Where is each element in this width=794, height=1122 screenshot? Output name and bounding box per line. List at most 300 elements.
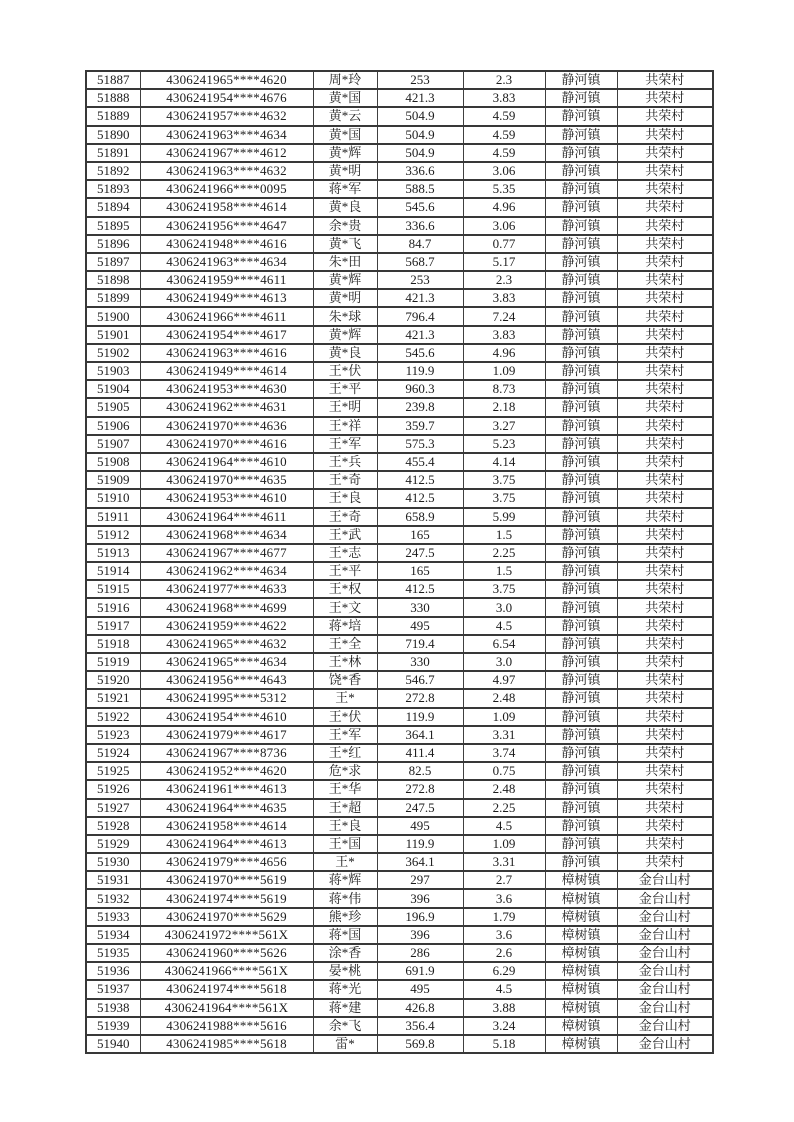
cell-person-name: 晏*桃: [313, 962, 377, 980]
cell-amount: 691.9: [377, 962, 463, 980]
cell-person-name: 王*: [313, 853, 377, 871]
cell-village: 共荣村: [617, 489, 713, 507]
cell-amount: 84.7: [377, 235, 463, 253]
cell-person-name: 蒋*伟: [313, 889, 377, 907]
cell-town: 樟树镇: [545, 1035, 617, 1053]
cell-person-name: 黄*辉: [313, 326, 377, 344]
cell-amount: 412.5: [377, 580, 463, 598]
cell-village: 共荣村: [617, 198, 713, 216]
cell-amount: 575.3: [377, 435, 463, 453]
cell-person-name: 黄*良: [313, 344, 377, 362]
cell-sequence-number: 51936: [86, 962, 140, 980]
cell-village: 金台山村: [617, 926, 713, 944]
cell-rate: 4.59: [463, 144, 545, 162]
cell-town: 静河镇: [545, 780, 617, 798]
cell-amount: 297: [377, 871, 463, 889]
table-row: [86, 107, 713, 125]
cell-village: 共荣村: [617, 235, 713, 253]
cell-town: 静河镇: [545, 580, 617, 598]
cell-id-number: 4306241974****5618: [140, 980, 313, 998]
cell-amount: 421.3: [377, 289, 463, 307]
cell-town: 静河镇: [545, 562, 617, 580]
cell-sequence-number: 51926: [86, 780, 140, 798]
cell-person-name: 王*国: [313, 835, 377, 853]
cell-id-number: 4306241954****4676: [140, 89, 313, 107]
cell-rate: 3.83: [463, 289, 545, 307]
cell-sequence-number: 51909: [86, 471, 140, 489]
cell-village: 共荣村: [617, 526, 713, 544]
cell-village: 共荣村: [617, 689, 713, 707]
cell-town: 静河镇: [545, 144, 617, 162]
cell-amount: 588.5: [377, 180, 463, 198]
cell-amount: 504.9: [377, 107, 463, 125]
cell-sequence-number: 51910: [86, 489, 140, 507]
cell-town: 静河镇: [545, 726, 617, 744]
cell-rate: 4.97: [463, 671, 545, 689]
cell-id-number: 4306241968****4699: [140, 598, 313, 616]
cell-id-number: 4306241979****4617: [140, 726, 313, 744]
cell-rate: 4.5: [463, 617, 545, 635]
cell-sequence-number: 51938: [86, 999, 140, 1017]
cell-sequence-number: 51940: [86, 1035, 140, 1053]
cell-person-name: 朱*球: [313, 307, 377, 325]
cell-id-number: 4306241965****4634: [140, 653, 313, 671]
cell-village: 共荣村: [617, 508, 713, 526]
cell-town: 静河镇: [545, 217, 617, 235]
cell-amount: 495: [377, 817, 463, 835]
table-row: [86, 817, 713, 835]
cell-rate: 3.6: [463, 926, 545, 944]
cell-rate: 1.79: [463, 908, 545, 926]
cell-town: 静河镇: [545, 271, 617, 289]
cell-town: 静河镇: [545, 835, 617, 853]
cell-rate: 5.99: [463, 508, 545, 526]
cell-town: 静河镇: [545, 180, 617, 198]
cell-person-name: 王*良: [313, 817, 377, 835]
cell-person-name: 王*全: [313, 635, 377, 653]
cell-village: 共荣村: [617, 180, 713, 198]
cell-village: 共荣村: [617, 635, 713, 653]
cell-town: 静河镇: [545, 799, 617, 817]
table-body: [86, 71, 713, 1053]
cell-sequence-number: 51912: [86, 526, 140, 544]
table-row: [86, 671, 713, 689]
cell-amount: 504.9: [377, 144, 463, 162]
cell-sequence-number: 51919: [86, 653, 140, 671]
cell-village: 共荣村: [617, 598, 713, 616]
cell-town: 静河镇: [545, 417, 617, 435]
table-row: [86, 508, 713, 526]
cell-village: 金台山村: [617, 1035, 713, 1053]
cell-id-number: 4306241964****4611: [140, 508, 313, 526]
cell-town: 静河镇: [545, 508, 617, 526]
cell-sequence-number: 51931: [86, 871, 140, 889]
table-row: [86, 489, 713, 507]
table-row: [86, 726, 713, 744]
cell-town: 樟树镇: [545, 889, 617, 907]
cell-id-number: 4306241956****4643: [140, 671, 313, 689]
cell-person-name: 蒋*国: [313, 926, 377, 944]
cell-amount: 960.3: [377, 380, 463, 398]
cell-town: 静河镇: [545, 744, 617, 762]
cell-rate: 7.24: [463, 307, 545, 325]
cell-person-name: 王*祥: [313, 417, 377, 435]
cell-person-name: 王*明: [313, 398, 377, 416]
cell-village: 共荣村: [617, 835, 713, 853]
cell-amount: 119.9: [377, 708, 463, 726]
cell-village: 共荣村: [617, 726, 713, 744]
cell-rate: 4.59: [463, 126, 545, 144]
cell-village: 共荣村: [617, 617, 713, 635]
table-row: [86, 144, 713, 162]
cell-rate: 5.17: [463, 253, 545, 271]
cell-rate: 3.74: [463, 744, 545, 762]
cell-sequence-number: 51893: [86, 180, 140, 198]
cell-id-number: 4306241967****8736: [140, 744, 313, 762]
table-row: [86, 71, 713, 89]
table-row: [86, 980, 713, 998]
cell-person-name: 王*文: [313, 598, 377, 616]
cell-sequence-number: 51896: [86, 235, 140, 253]
cell-amount: 330: [377, 598, 463, 616]
cell-amount: 119.9: [377, 362, 463, 380]
cell-person-name: 蒋*建: [313, 999, 377, 1017]
cell-sequence-number: 51924: [86, 744, 140, 762]
cell-sequence-number: 51937: [86, 980, 140, 998]
cell-village: 共荣村: [617, 471, 713, 489]
cell-rate: 2.3: [463, 271, 545, 289]
cell-id-number: 4306241995****5312: [140, 689, 313, 707]
cell-person-name: 黄*辉: [313, 271, 377, 289]
cell-sequence-number: 51925: [86, 762, 140, 780]
cell-rate: 3.31: [463, 853, 545, 871]
cell-village: 共荣村: [617, 344, 713, 362]
cell-amount: 455.4: [377, 453, 463, 471]
cell-id-number: 4306241963****4632: [140, 162, 313, 180]
cell-sequence-number: 51890: [86, 126, 140, 144]
cell-id-number: 4306241985****5618: [140, 1035, 313, 1053]
cell-person-name: 王*志: [313, 544, 377, 562]
table-row: [86, 944, 713, 962]
cell-id-number: 4306241962****4631: [140, 398, 313, 416]
cell-person-name: 王*伏: [313, 708, 377, 726]
cell-village: 共荣村: [617, 398, 713, 416]
cell-amount: 196.9: [377, 908, 463, 926]
cell-amount: 330: [377, 653, 463, 671]
cell-person-name: 危*求: [313, 762, 377, 780]
cell-sequence-number: 51898: [86, 271, 140, 289]
cell-id-number: 4306241957****4632: [140, 107, 313, 125]
cell-amount: 658.9: [377, 508, 463, 526]
table-row: [86, 598, 713, 616]
cell-person-name: 王*军: [313, 435, 377, 453]
cell-sequence-number: 51899: [86, 289, 140, 307]
cell-person-name: 王*超: [313, 799, 377, 817]
table-row: [86, 962, 713, 980]
cell-village: 共荣村: [617, 271, 713, 289]
table-row: [86, 835, 713, 853]
cell-id-number: 4306241962****4634: [140, 562, 313, 580]
cell-id-number: 4306241977****4633: [140, 580, 313, 598]
cell-rate: 3.75: [463, 580, 545, 598]
cell-rate: 2.48: [463, 780, 545, 798]
cell-person-name: 王*: [313, 689, 377, 707]
cell-rate: 4.96: [463, 198, 545, 216]
cell-town: 樟树镇: [545, 908, 617, 926]
cell-village: 共荣村: [617, 162, 713, 180]
table-row: [86, 635, 713, 653]
cell-town: 静河镇: [545, 853, 617, 871]
cell-rate: 4.96: [463, 344, 545, 362]
table-row: [86, 926, 713, 944]
cell-rate: 3.06: [463, 162, 545, 180]
cell-rate: 2.25: [463, 799, 545, 817]
cell-town: 静河镇: [545, 289, 617, 307]
cell-town: 静河镇: [545, 380, 617, 398]
cell-town: 静河镇: [545, 617, 617, 635]
cell-amount: 546.7: [377, 671, 463, 689]
cell-person-name: 余*飞: [313, 1017, 377, 1035]
table-row: [86, 889, 713, 907]
cell-village: 金台山村: [617, 889, 713, 907]
cell-rate: 3.6: [463, 889, 545, 907]
table-row: [86, 217, 713, 235]
cell-id-number: 4306241974****5619: [140, 889, 313, 907]
table-row: [86, 1035, 713, 1053]
cell-rate: 3.83: [463, 326, 545, 344]
cell-rate: 1.5: [463, 526, 545, 544]
cell-town: 静河镇: [545, 162, 617, 180]
cell-sequence-number: 51902: [86, 344, 140, 362]
cell-sequence-number: 51922: [86, 708, 140, 726]
cell-sequence-number: 51891: [86, 144, 140, 162]
cell-person-name: 王*兵: [313, 453, 377, 471]
cell-rate: 1.09: [463, 835, 545, 853]
cell-town: 静河镇: [545, 126, 617, 144]
cell-amount: 796.4: [377, 307, 463, 325]
cell-rate: 8.73: [463, 380, 545, 398]
cell-amount: 247.5: [377, 544, 463, 562]
cell-id-number: 4306241963****4634: [140, 126, 313, 144]
table-row: [86, 544, 713, 562]
cell-rate: 4.5: [463, 980, 545, 998]
cell-amount: 421.3: [377, 89, 463, 107]
cell-sequence-number: 51889: [86, 107, 140, 125]
cell-town: 静河镇: [545, 198, 617, 216]
cell-id-number: 4306241963****4616: [140, 344, 313, 362]
cell-person-name: 王*奇: [313, 508, 377, 526]
cell-amount: 568.7: [377, 253, 463, 271]
cell-sequence-number: 51903: [86, 362, 140, 380]
cell-sequence-number: 51900: [86, 307, 140, 325]
cell-sequence-number: 51914: [86, 562, 140, 580]
cell-village: 共荣村: [617, 817, 713, 835]
cell-sequence-number: 51933: [86, 908, 140, 926]
cell-person-name: 蒋*培: [313, 617, 377, 635]
cell-town: 静河镇: [545, 107, 617, 125]
cell-id-number: 4306241988****5616: [140, 1017, 313, 1035]
cell-village: 共荣村: [617, 326, 713, 344]
cell-village: 共荣村: [617, 762, 713, 780]
cell-person-name: 熊*珍: [313, 908, 377, 926]
cell-id-number: 4306241953****4610: [140, 489, 313, 507]
cell-amount: 411.4: [377, 744, 463, 762]
cell-village: 共荣村: [617, 253, 713, 271]
cell-amount: 119.9: [377, 835, 463, 853]
table-row: [86, 762, 713, 780]
table-row: [86, 289, 713, 307]
cell-town: 樟树镇: [545, 926, 617, 944]
cell-town: 静河镇: [545, 71, 617, 89]
cell-id-number: 4306241959****4622: [140, 617, 313, 635]
table-row: [86, 580, 713, 598]
cell-amount: 412.5: [377, 471, 463, 489]
cell-rate: 4.59: [463, 107, 545, 125]
cell-village: 共荣村: [617, 853, 713, 871]
cell-amount: 719.4: [377, 635, 463, 653]
cell-sequence-number: 51918: [86, 635, 140, 653]
cell-town: 静河镇: [545, 489, 617, 507]
cell-town: 静河镇: [545, 526, 617, 544]
cell-town: 静河镇: [545, 435, 617, 453]
cell-sequence-number: 51908: [86, 453, 140, 471]
cell-town: 静河镇: [545, 817, 617, 835]
cell-id-number: 4306241966****561X: [140, 962, 313, 980]
table-row: [86, 180, 713, 198]
cell-sequence-number: 51905: [86, 398, 140, 416]
cell-rate: 3.75: [463, 489, 545, 507]
cell-rate: 1.09: [463, 362, 545, 380]
cell-amount: 569.8: [377, 1035, 463, 1053]
cell-id-number: 4306241979****4656: [140, 853, 313, 871]
cell-sequence-number: 51923: [86, 726, 140, 744]
table-row: [86, 126, 713, 144]
cell-village: 共荣村: [617, 107, 713, 125]
cell-id-number: 4306241970****5629: [140, 908, 313, 926]
cell-person-name: 黄*飞: [313, 235, 377, 253]
cell-sequence-number: 51888: [86, 89, 140, 107]
cell-amount: 396: [377, 926, 463, 944]
cell-town: 静河镇: [545, 635, 617, 653]
cell-id-number: 4306241959****4611: [140, 271, 313, 289]
cell-sequence-number: 51887: [86, 71, 140, 89]
cell-person-name: 王*红: [313, 744, 377, 762]
cell-village: 共荣村: [617, 562, 713, 580]
cell-village: 金台山村: [617, 1017, 713, 1035]
cell-village: 共荣村: [617, 362, 713, 380]
cell-amount: 253: [377, 71, 463, 89]
cell-id-number: 4306241966****4611: [140, 307, 313, 325]
cell-sequence-number: 51895: [86, 217, 140, 235]
cell-person-name: 黄*辉: [313, 144, 377, 162]
cell-rate: 2.3: [463, 71, 545, 89]
table-row: [86, 799, 713, 817]
table-row: [86, 326, 713, 344]
cell-person-name: 余*贵: [313, 217, 377, 235]
cell-person-name: 雷*: [313, 1035, 377, 1053]
cell-village: 共荣村: [617, 380, 713, 398]
cell-rate: 0.75: [463, 762, 545, 780]
cell-sequence-number: 51913: [86, 544, 140, 562]
table-row: [86, 853, 713, 871]
cell-id-number: 4306241949****4613: [140, 289, 313, 307]
cell-amount: 364.1: [377, 853, 463, 871]
table-row: [86, 653, 713, 671]
cell-rate: 3.0: [463, 598, 545, 616]
cell-sequence-number: 51906: [86, 417, 140, 435]
cell-rate: 3.88: [463, 999, 545, 1017]
cell-id-number: 4306241964****4610: [140, 453, 313, 471]
cell-id-number: 4306241953****4630: [140, 380, 313, 398]
cell-person-name: 王*良: [313, 489, 377, 507]
cell-rate: 5.18: [463, 1035, 545, 1053]
cell-rate: 2.6: [463, 944, 545, 962]
table-row: [86, 235, 713, 253]
cell-amount: 545.6: [377, 344, 463, 362]
cell-town: 静河镇: [545, 598, 617, 616]
cell-person-name: 周*玲: [313, 71, 377, 89]
cell-amount: 356.4: [377, 1017, 463, 1035]
cell-rate: 2.18: [463, 398, 545, 416]
cell-rate: 3.24: [463, 1017, 545, 1035]
table-row: [86, 307, 713, 325]
cell-rate: 3.83: [463, 89, 545, 107]
table-row: [86, 162, 713, 180]
cell-person-name: 王*权: [313, 580, 377, 598]
cell-id-number: 4306241972****561X: [140, 926, 313, 944]
table-row: [86, 380, 713, 398]
cell-sequence-number: 51928: [86, 817, 140, 835]
cell-town: 樟树镇: [545, 980, 617, 998]
table-row: [86, 89, 713, 107]
cell-id-number: 4306241954****4617: [140, 326, 313, 344]
cell-amount: 286: [377, 944, 463, 962]
cell-village: 共荣村: [617, 544, 713, 562]
cell-village: 金台山村: [617, 999, 713, 1017]
cell-id-number: 4306241970****4616: [140, 435, 313, 453]
cell-village: 共荣村: [617, 744, 713, 762]
cell-rate: 0.77: [463, 235, 545, 253]
cell-rate: 2.25: [463, 544, 545, 562]
cell-town: 静河镇: [545, 453, 617, 471]
cell-village: 共荣村: [617, 653, 713, 671]
cell-town: 静河镇: [545, 307, 617, 325]
table-row: [86, 471, 713, 489]
cell-town: 静河镇: [545, 708, 617, 726]
cell-id-number: 4306241964****4635: [140, 799, 313, 817]
cell-village: 共荣村: [617, 453, 713, 471]
cell-rate: 4.5: [463, 817, 545, 835]
cell-village: 共荣村: [617, 708, 713, 726]
cell-village: 共荣村: [617, 799, 713, 817]
cell-sequence-number: 51892: [86, 162, 140, 180]
cell-id-number: 4306241966****0095: [140, 180, 313, 198]
cell-town: 静河镇: [545, 398, 617, 416]
cell-village: 金台山村: [617, 871, 713, 889]
cell-id-number: 4306241954****4610: [140, 708, 313, 726]
cell-sequence-number: 51934: [86, 926, 140, 944]
cell-village: 共荣村: [617, 780, 713, 798]
cell-person-name: 王*武: [313, 526, 377, 544]
table-row: [86, 198, 713, 216]
beneficiary-table: [85, 70, 714, 1054]
cell-amount: 396: [377, 889, 463, 907]
cell-sequence-number: 51904: [86, 380, 140, 398]
cell-town: 静河镇: [545, 671, 617, 689]
cell-amount: 412.5: [377, 489, 463, 507]
cell-person-name: 王*平: [313, 380, 377, 398]
cell-rate: 3.0: [463, 653, 545, 671]
